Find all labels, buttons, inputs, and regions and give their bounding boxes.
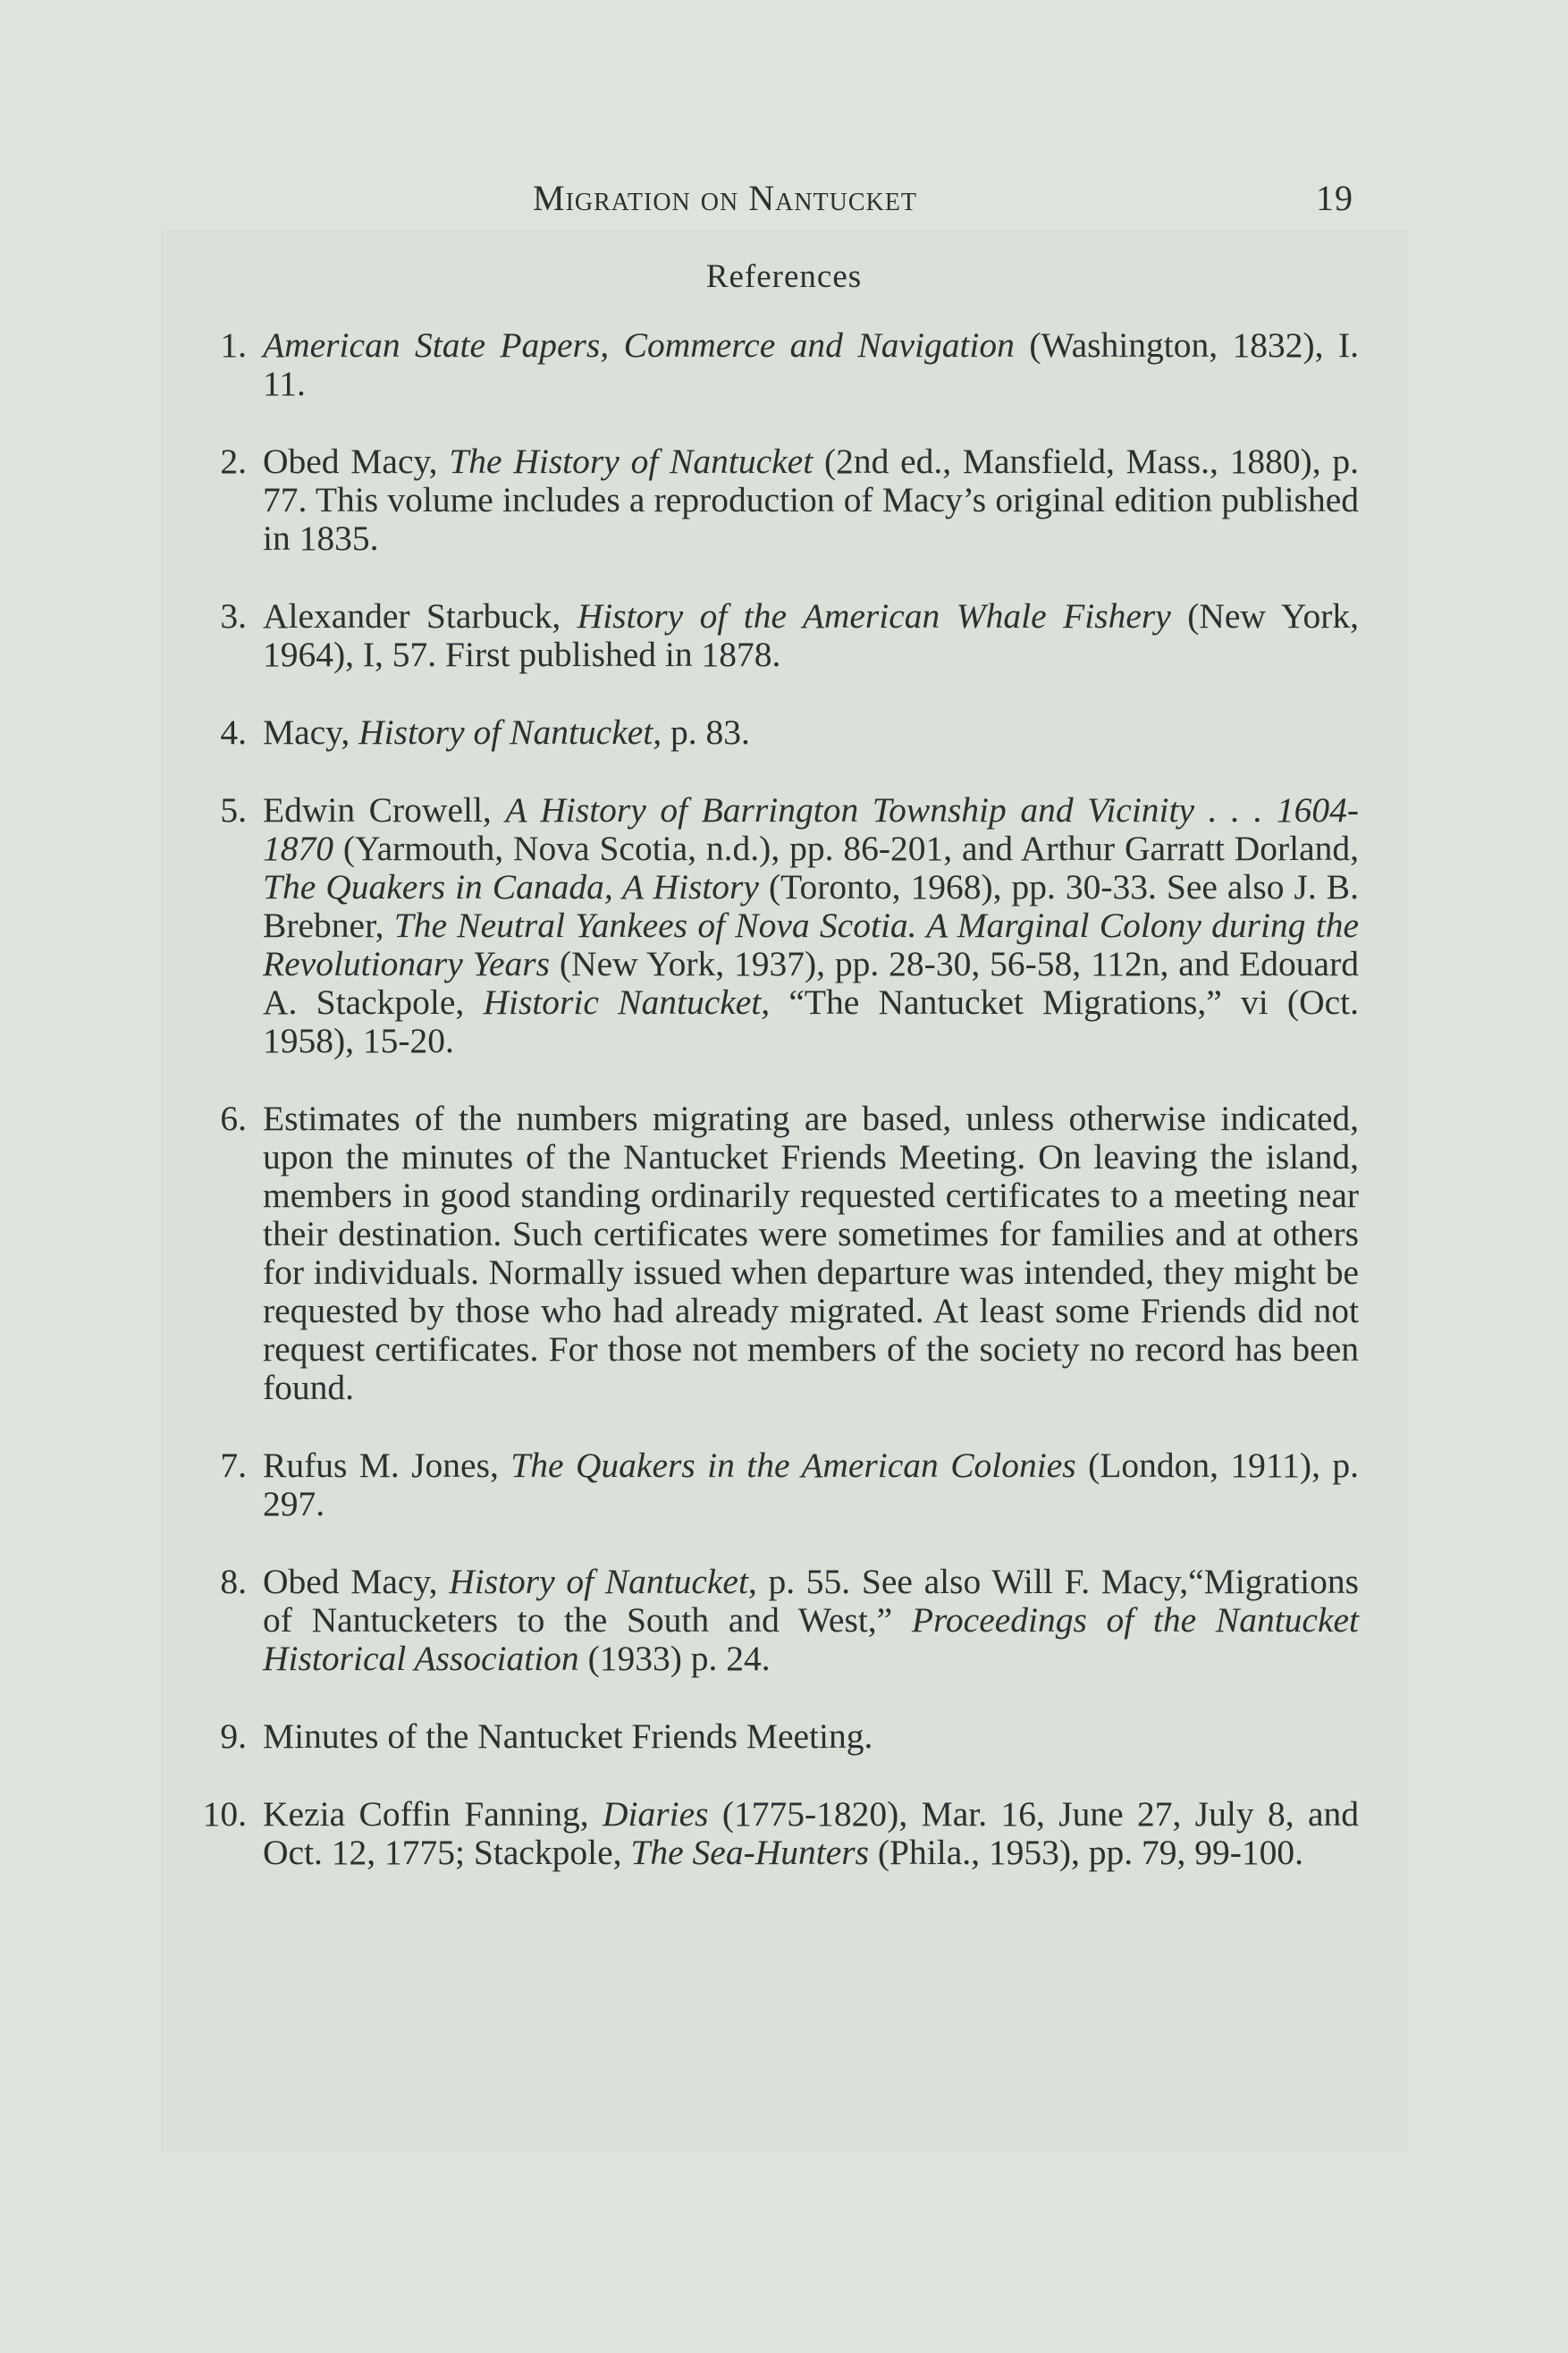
reference-text xyxy=(263,1794,1359,1872)
reference-number: 3. xyxy=(220,596,247,636)
reference-title: History of Nantucket, xyxy=(358,713,662,752)
reference-title: History of the American Whale Fishery xyxy=(577,596,1171,636)
reference-title: The Quakers in Canada, A History xyxy=(263,867,759,907)
reference-number: 8. xyxy=(220,1562,247,1601)
reference-text-run: “The Nantucket Migrations,” vi (Oct. 1958), 15-20. xyxy=(263,983,1359,1060)
reference-text xyxy=(263,713,750,752)
reference-text-run: (1775-1820), Mar. 16, June 27, July 8, and Oct. 12, 1775; Stackpole, xyxy=(263,1794,1359,1872)
reference-title: The Sea-Hunters xyxy=(630,1833,869,1872)
reference-text xyxy=(263,1562,1359,1678)
reference-text-run: (Toronto, 1968), pp. 30-33. See also J. B. Brebner, xyxy=(263,867,1359,945)
reference-text xyxy=(263,325,1359,403)
reference-text-run: (1933) p. 24. xyxy=(578,1639,771,1678)
reference-title: American State Papers, Commerce and Navigation xyxy=(263,325,1015,365)
reference-text xyxy=(263,596,1359,674)
reference-text-run: Obed Macy, xyxy=(263,1562,450,1601)
reference-title: A History of Barrington Township and Vicinity . . . 1604-1870 xyxy=(263,790,1359,868)
references-list xyxy=(188,326,1359,1911)
reference-title: Diaries xyxy=(603,1794,709,1834)
reference-text-run: Estimates of the numbers migrating are based, unless otherwise indicated, upon the minutes of the Nantucket Friends Meeting. On leaving the island, members in good standing ordinarily requested certificates to a meeting near their destination. Such certificates were sometimes for families and at others for individuals. Normally issued when departure was intended, they might be requested by those who had already migrated. At least some Friends did not request certificates. For those not members of the society no record has been found. xyxy=(263,1099,1359,1407)
reference-item xyxy=(188,1446,1359,1523)
reference-text-run: Minutes of the Nantucket Friends Meeting. xyxy=(263,1716,873,1756)
reference-title: The Quakers in the American Colonies xyxy=(510,1446,1076,1485)
reference-text-run: Alexander Starbuck, xyxy=(263,596,577,636)
reference-title: Historic Nantucket, xyxy=(483,983,771,1022)
reference-number: 2. xyxy=(220,442,247,481)
reference-item xyxy=(188,1100,1359,1407)
reference-title: Proceedings of the Nantucket Historical Association xyxy=(263,1600,1359,1678)
reference-item xyxy=(188,791,1359,1060)
reference-item xyxy=(188,1795,1359,1872)
reference-item xyxy=(188,443,1359,558)
reference-text-run: Rufus M. Jones, xyxy=(263,1446,511,1485)
reference-item xyxy=(188,597,1359,674)
reference-title: The Neutral Yankees of Nova Scotia. A Marginal Colony during the Revolutionary Years xyxy=(263,906,1359,983)
reference-text-run: (New York, 1937), pp. 28-30, 56-58, 112n, and Edouard A. Stackpole, xyxy=(263,944,1359,1022)
reference-number: 9. xyxy=(220,1716,247,1756)
reference-text-run: Obed Macy, xyxy=(263,442,450,481)
reference-text-run: p. 55. See also Will F. Macy,“Migrations of Nantucketers to the South and West,” xyxy=(263,1562,1359,1640)
running-title: Migration on Nantucket xyxy=(533,178,917,218)
reference-text-run: Kezia Coffin Fanning, xyxy=(263,1794,603,1834)
reference-text-run: (Washington, 1832), I. 11. xyxy=(263,325,1359,403)
page-number: 19 xyxy=(1316,178,1353,218)
reference-text-run: Edwin Crowell, xyxy=(263,790,506,830)
reference-number: 4. xyxy=(220,713,247,752)
reference-text-run: (2nd ed., Mansfield, Mass., 1880), p. 77. This volume includes a reproduction of Macy’s original edition published in 1835. xyxy=(263,442,1359,558)
reference-number: 6. xyxy=(220,1099,247,1138)
reference-number: 7. xyxy=(220,1446,247,1485)
reference-title: History of Nantucket, xyxy=(449,1562,757,1601)
reference-number: 10. xyxy=(202,1794,247,1834)
reference-text-run: (London, 1911), p. 297. xyxy=(263,1446,1359,1523)
reference-text-run: (New York, 1964), I, 57. First published in 1878. xyxy=(263,596,1360,674)
reference-item xyxy=(188,713,1359,752)
reference-number: 1. xyxy=(220,325,247,365)
references-heading: References xyxy=(705,258,863,295)
reference-text xyxy=(263,1446,1359,1523)
reference-text xyxy=(263,1099,1359,1407)
reference-title: The History of Nantucket xyxy=(449,442,814,481)
reference-item xyxy=(188,1563,1359,1678)
reference-text xyxy=(263,790,1359,1060)
reference-text-run: (Yarmouth, Nova Scotia, n.d.), pp. 86-201, and Arthur Garratt Dorland, xyxy=(333,829,1359,868)
reference-text-run: p. 83. xyxy=(662,713,750,752)
reference-number: 5. xyxy=(220,790,247,830)
reference-text-run: Macy, xyxy=(263,713,359,752)
reference-item xyxy=(188,1717,1359,1756)
reference-text-run: (Phila., 1953), pp. 79, 99-100. xyxy=(869,1833,1304,1872)
reference-text xyxy=(263,1716,873,1756)
reference-text xyxy=(263,442,1359,558)
reference-item xyxy=(188,326,1359,403)
